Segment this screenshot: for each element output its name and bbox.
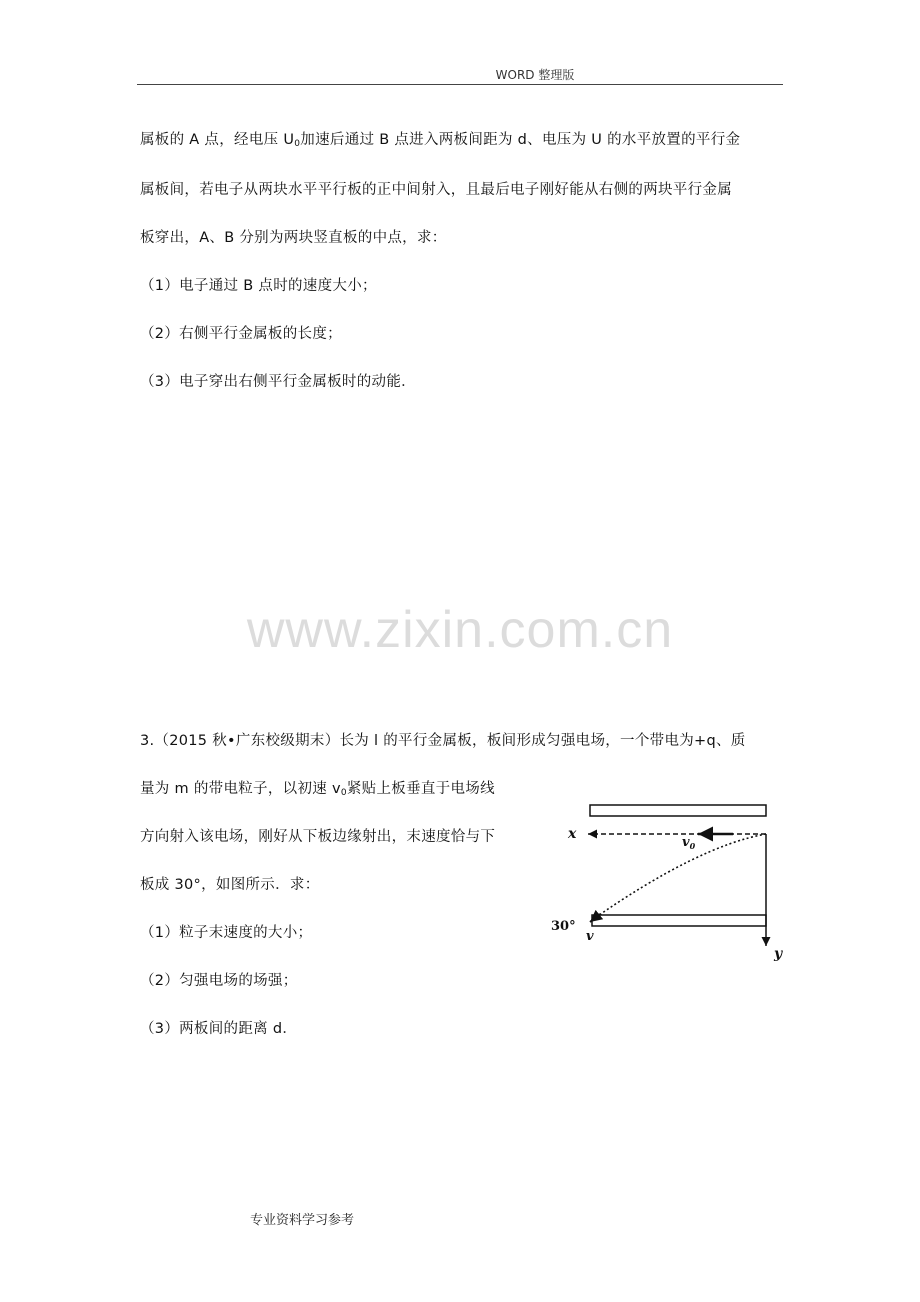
problem2-question2: （2）右侧平行金属板的长度；	[140, 326, 342, 342]
exit-velocity-label: v	[586, 929, 594, 944]
problem2-question3: （3）电子穿出右侧平行金属板时的动能．	[140, 374, 416, 390]
page-header-title: WORD 整理版	[495, 68, 575, 82]
upper-plate	[590, 805, 766, 816]
problem3-question3: （3）两板间的距离 d．	[140, 1021, 298, 1037]
problem3-line2-subscript: 0	[340, 788, 347, 798]
page-footer-text: 专业资料学习参考	[250, 1213, 355, 1228]
problem3-question2: （2）匀强电场的场强；	[140, 973, 298, 989]
problem3-line2-end: 紧贴上板垂直于电场线	[346, 781, 495, 797]
v0-label	[682, 835, 696, 851]
lower-plate	[592, 915, 766, 926]
problem2-line1-start: 属板的 A 点，经电压 U	[140, 132, 295, 148]
x-axis-label: x	[568, 826, 577, 842]
header-rule	[137, 84, 783, 85]
problem2-line1-end: 加速后通过 B 点进入两板间距为 d、电压为 U 的水平放置的平行金	[300, 132, 741, 148]
capacitor-diagram	[548, 796, 793, 968]
angle-label: 30°	[551, 919, 576, 934]
problem2-line1-subscript: 0	[294, 139, 301, 149]
watermark: www.zixin.com.cn	[246, 601, 674, 659]
y-axis-label: y	[774, 946, 783, 962]
problem2-line3: 板穿出，A、B 分别为两块竖直板的中点，求：	[140, 230, 447, 246]
problem3-line2-start: 量为 m 的带电粒子，以初速 v	[140, 781, 341, 797]
particle-trajectory	[592, 834, 766, 920]
problem3-line2	[140, 777, 495, 798]
v0-label-main: v	[682, 835, 690, 850]
v0-label-subscript: 0	[689, 841, 696, 851]
problem2-question1: （1）电子通过 B 点时的速度大小；	[140, 278, 377, 294]
problem3-line3: 方向射入该电场，刚好从下板边缘射出，末速度恰与下	[140, 829, 496, 845]
problem2-line2: 属板间，若电子从两块水平平行板的正中间射入，且最后电子刚好能从右侧的两块平行金属	[140, 182, 732, 198]
problem3-line1: 3.（2015 秋•广东校级期末）长为 l 的平行金属板，板间形成匀强电场，一个带电为+q、质	[140, 733, 746, 749]
problem2-line1	[140, 128, 740, 149]
problem3-line4: 板成 30°，如图所示．求：	[140, 877, 320, 893]
problem3-question1: （1）粒子末速度的大小；	[140, 925, 313, 941]
